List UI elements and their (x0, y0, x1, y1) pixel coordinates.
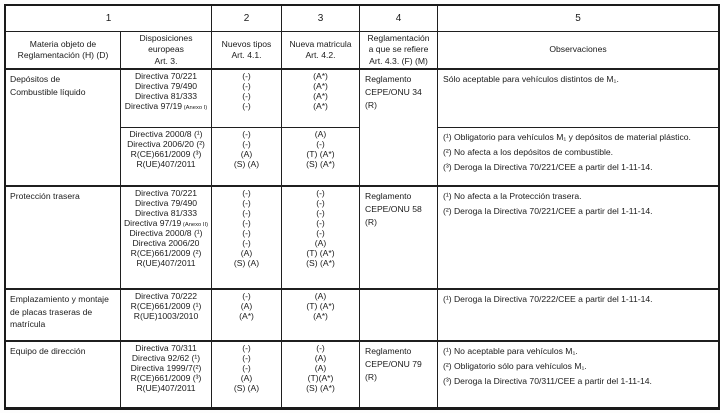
nueva-matricula-value: (T) (A*) (306, 149, 335, 159)
nueva-matricula-value: (T) (A*) (306, 248, 335, 258)
nueva-matricula-value: (A*) (313, 101, 328, 111)
nueva-matricula-value: (-) (316, 198, 325, 208)
header-line: Nueva matricula (289, 38, 352, 49)
nuevos-tipos-cell (212, 342, 282, 407)
disposicion-row: Directiva 1999/7(²) (130, 363, 202, 373)
nuevos-tipos-value: (A*) (239, 311, 254, 321)
disposicion-row: R(UE)407/2011 (136, 383, 196, 393)
nueva-matricula-cell (282, 128, 360, 187)
nuevos-tipos-value: (-) (242, 139, 251, 149)
disposicion-row: Directiva 97/19 (Anexo I) (124, 101, 208, 111)
nueva-matricula-value: (-) (316, 188, 325, 198)
header-line: Reglamentación (H) (D) (17, 50, 109, 60)
nueva-matricula-value: (A) (314, 353, 327, 363)
nuevos-tipos-value: (-) (242, 81, 251, 91)
header-line: europeas (148, 44, 184, 55)
disposicion-row: Directiva 79/490 (134, 81, 198, 91)
disposiciones-cell (121, 187, 212, 290)
header-line: Materia objeto de (29, 38, 97, 49)
materia-line: Equipo de dirección (10, 346, 86, 356)
observacion-line: (²) Deroga la Directiva 70/221/CEE a partir del 1-11-14. (443, 206, 653, 216)
disposiciones-cell (121, 290, 212, 342)
header-line: Disposiciones (139, 32, 193, 43)
materia-line: Depósitos de (10, 74, 61, 84)
disposicion-row: Directiva 81/333 (134, 91, 198, 101)
nueva-matricula-value: (A) (314, 291, 327, 301)
header-reglamentacion (360, 32, 438, 70)
observacion-line: (³) Deroga la Directiva 70/311/CEE a partir del 1-11-14. (443, 376, 652, 386)
disposicion-row: Directiva 79/490 (134, 198, 198, 208)
disposicion-row: Directiva 70/311 (135, 343, 197, 353)
reglamento-line: (R) (365, 372, 377, 382)
nueva-matricula-value: (S) (A*) (306, 159, 335, 169)
header-line: Observaciones (549, 44, 607, 55)
nuevos-tipos-value: (-) (242, 129, 251, 139)
header-line: Art. 4.3. (F) (M) (369, 55, 428, 66)
observaciones-cell (438, 342, 718, 407)
header-line: Reglamentación (367, 32, 430, 43)
nuevos-tipos-value: (-) (242, 198, 251, 208)
nueva-matricula-value: (-) (316, 228, 325, 238)
observacion-line: Sólo aceptable para vehículos distintos de M₁. (443, 74, 619, 84)
observaciones-cell (438, 187, 718, 290)
header-line: Art. 3. (154, 55, 178, 66)
reglamento-cell (360, 342, 438, 407)
disposicion-row: R(UE)407/2011 (136, 159, 196, 169)
nuevos-tipos-value: (S) (A) (233, 159, 260, 169)
nuevos-tipos-value: (-) (242, 228, 251, 238)
reglamento-line: CEPE/ONU 79 (365, 359, 422, 369)
disposicion-row: Directiva 70/222 (134, 291, 198, 301)
materia-cell (6, 70, 121, 187)
materia-line: Protección trasera (10, 191, 80, 201)
nueva-matricula-value: (A*) (313, 81, 328, 91)
disposicion-row: R(CE)661/2009 (²) (130, 248, 202, 258)
nueva-matricula-cell (282, 187, 360, 290)
nuevos-tipos-value: (S) (A) (233, 258, 260, 268)
disposicion-note: (Anexo II) (181, 222, 209, 228)
disposicion-row: Directiva 97/19 (Anexo II) (123, 218, 209, 228)
nuevos-tipos-cell (212, 187, 282, 290)
reglamento-line: CEPE/ONU 34 (365, 87, 422, 97)
header-disposiciones (121, 32, 212, 70)
nuevos-tipos-value: (-) (242, 91, 251, 101)
nueva-matricula-value: (-) (316, 208, 325, 218)
disposicion-row: Directiva 2000/8 (¹) (129, 129, 203, 139)
disposicion-row: Directiva 70/221 (134, 71, 198, 81)
nueva-matricula-cell (282, 290, 360, 342)
reglamento-line: Reglamento (365, 74, 412, 84)
nueva-matricula-value: (A*) (313, 311, 328, 321)
nuevos-tipos-cell (212, 290, 282, 342)
nueva-matricula-value: (S) (A*) (306, 383, 335, 393)
reglamento-line: Reglamento (365, 346, 412, 356)
disposicion-row: R(CE)661/2009 (³) (130, 149, 202, 159)
disposicion-note: (Anexo I) (182, 105, 208, 111)
observacion-line: (¹) No afecta a la Protección trasera. (443, 191, 582, 201)
nueva-matricula-cell (282, 342, 360, 407)
nueva-matricula-value: (A) (314, 363, 327, 373)
nueva-matricula-value: (T)(A*) (307, 373, 334, 383)
observacion-line: (¹) Deroga la Directiva 70/222/CEE a partir del 1-11-14. (443, 294, 653, 304)
nuevos-tipos-value: (A) (240, 248, 253, 258)
nueva-matricula-value: (A) (314, 129, 327, 139)
disposicion-row: R(CE)661/2009 (³) (130, 373, 202, 383)
header-observaciones (438, 32, 718, 70)
materia-cell (6, 342, 121, 407)
observaciones-cell (438, 128, 718, 187)
nuevos-tipos-cell (212, 128, 282, 187)
nuevos-tipos-value: (-) (242, 238, 251, 248)
nuevos-tipos-value: (-) (242, 291, 251, 301)
col-group-5: 5 (438, 6, 718, 32)
nueva-matricula-value: (-) (316, 139, 325, 149)
col-group-1: 1 (6, 6, 212, 32)
nuevos-tipos-value: (A) (240, 301, 253, 311)
col-group-4: 4 (360, 6, 438, 32)
disposicion-row: R(CE)661/2009 (¹) (130, 301, 202, 311)
reglamento-line: CEPE/ONU 58 (365, 204, 422, 214)
reglamento-cell (360, 70, 438, 187)
header-nueva-matricula (282, 32, 360, 70)
reglamento-line: (R) (365, 217, 377, 227)
disposicion-row: R(UE)1003/2010 (133, 311, 199, 321)
observacion-line: (³) Deroga la Directiva 70/221/CEE a partir del 1-11-14. (443, 162, 653, 172)
nuevos-tipos-value: (-) (242, 353, 251, 363)
header-line: Art. 4.2. (305, 50, 336, 60)
observacion-line: (²) Obligatorio sólo para vehículos M₁. (443, 361, 587, 371)
nuevos-tipos-value: (-) (242, 188, 251, 198)
nueva-matricula-cell (282, 70, 360, 128)
materia-cell (6, 187, 121, 290)
regulation-table (4, 4, 720, 410)
nuevos-tipos-value: (A) (240, 149, 253, 159)
disposicion-row: Directiva 2000/8 (¹) (129, 228, 203, 238)
materia-line: Emplazamiento y montaje (10, 294, 109, 304)
nueva-matricula-value: (A*) (313, 71, 328, 81)
col-group-2: 2 (212, 6, 282, 32)
header-line: a que se refiere (368, 44, 429, 55)
disposicion-row: Directiva 81/333 (134, 208, 198, 218)
observacion-line: (²) No afecta a los depósitos de combustible. (443, 147, 614, 157)
materia-cell (6, 290, 121, 342)
header-nuevos-tipos (212, 32, 282, 70)
reglamento-cell (360, 290, 438, 342)
disposiciones-cell (121, 128, 212, 187)
disposiciones-cell (121, 70, 212, 128)
nuevos-tipos-value: (-) (242, 218, 251, 228)
disposicion-row: R(UE)407/2011 (136, 258, 196, 268)
nuevos-tipos-value: (-) (242, 71, 251, 81)
nueva-matricula-value: (A) (314, 238, 327, 248)
nueva-matricula-value: (-) (316, 343, 325, 353)
nueva-matricula-value: (A*) (313, 91, 328, 101)
nuevos-tipos-cell (212, 70, 282, 128)
disposicion-row: Directiva 2006/20 (132, 238, 200, 248)
materia-line: de placas traseras de (10, 306, 93, 317)
observacion-line: (¹) No aceptable para vehículos M₁. (443, 346, 578, 356)
nuevos-tipos-value: (A) (240, 373, 253, 383)
observaciones-cell (438, 70, 718, 128)
reglamento-line: (R) (365, 100, 377, 110)
reglamento-line: Reglamento (365, 191, 412, 201)
materia-line: matrícula (10, 319, 46, 329)
header-line: Art. 4.1. (231, 50, 262, 60)
observacion-line: (¹) Obligatorio para vehículos M₁ y depósitos de material plástico. (443, 132, 691, 142)
disposicion-row: Directiva 70/221 (134, 188, 198, 198)
nuevos-tipos-value: (-) (242, 343, 251, 353)
disposicion-row: Directiva 2006/20 (²) (127, 139, 205, 149)
header-materia (6, 32, 121, 70)
nuevos-tipos-value: (S) (A) (233, 383, 260, 393)
materia-line: Combustible líquido (10, 86, 86, 97)
nueva-matricula-value: (T) (A*) (306, 301, 335, 311)
nuevos-tipos-value: (-) (242, 208, 251, 218)
nueva-matricula-value: (-) (316, 218, 325, 228)
disposicion-row: Directiva 92/62 (¹) (131, 353, 201, 363)
nuevos-tipos-value: (-) (242, 101, 251, 111)
observaciones-cell (438, 290, 718, 342)
nuevos-tipos-value: (-) (242, 363, 251, 373)
col-group-3: 3 (282, 6, 360, 32)
nueva-matricula-value: (S) (A*) (306, 258, 335, 268)
reglamento-cell (360, 187, 438, 290)
header-line: Nuevos tipos (221, 38, 272, 49)
disposiciones-cell (121, 342, 212, 407)
